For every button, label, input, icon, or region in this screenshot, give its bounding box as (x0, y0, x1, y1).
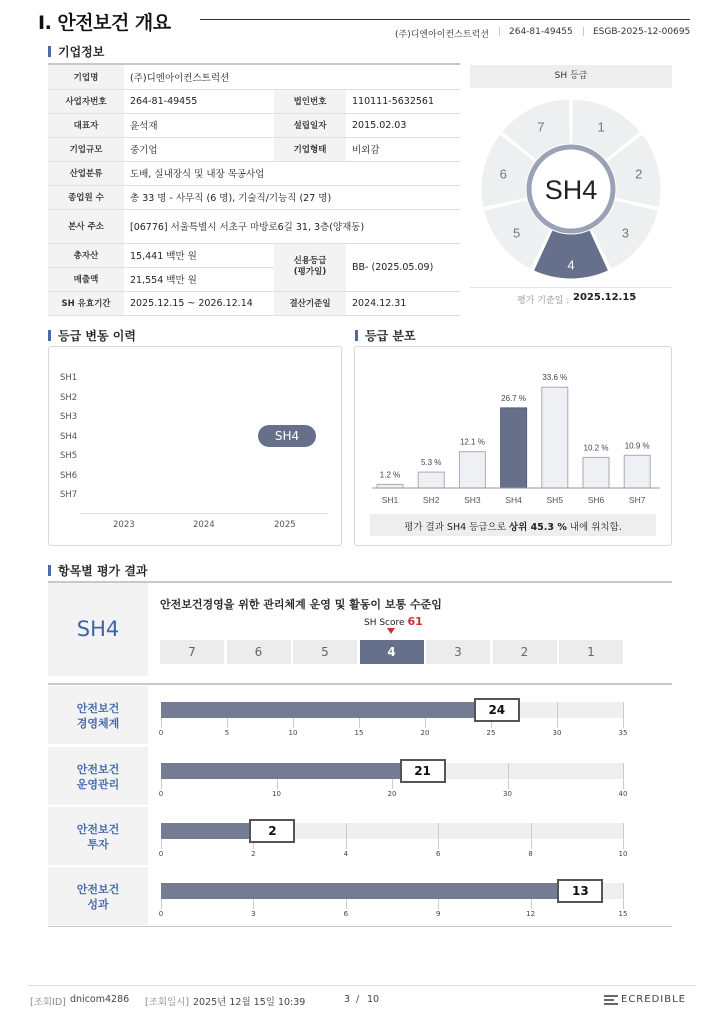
distribution-category: SH2 (422, 495, 440, 505)
donut-segment-label: 1 (597, 119, 605, 135)
label-validity: SH 유효기간 (48, 291, 124, 315)
item-tick-label: 10 (272, 790, 281, 798)
donut-segment-label: 7 (537, 119, 545, 135)
grade-scale-cell: 6 (227, 640, 291, 664)
distribution-bar (459, 452, 485, 488)
value-settlement: 2024.12.31 (346, 291, 460, 315)
distribution-bar-label: 12.1 % (459, 437, 485, 447)
distribution-bar-label: 26.7 % (501, 393, 527, 403)
distribution-note (370, 514, 656, 536)
value-corpno: 110111-5632561 (346, 89, 460, 113)
item-bar-fill (161, 702, 478, 718)
item-tick-label: 20 (420, 729, 430, 737)
label-corpno: 법인번호 (274, 89, 346, 113)
footer-date-label: [조회일시] (145, 997, 190, 1008)
donut-segment-label: 5 (513, 225, 521, 241)
footer-date: 2025년 12월 15일 10:39 (193, 997, 306, 1008)
value-sales: 21,554 백만 원 (124, 267, 274, 291)
grade-scale-cell: 5 (293, 640, 357, 664)
table-row (48, 65, 460, 89)
item-tick-label: 5 (224, 729, 230, 737)
ecredible-logo-icon (604, 995, 618, 1005)
history-x-label: 2025 (274, 520, 296, 530)
value-established: 2015.02.03 (346, 113, 460, 137)
item-gridline (508, 763, 509, 789)
item-value-box: 24 (474, 698, 520, 722)
table-row (48, 243, 460, 267)
item-tick-label: 3 (251, 910, 256, 918)
item-value-box: 21 (400, 759, 446, 783)
value-industry: 도배, 실내장식 및 내장 목공사업 (124, 161, 460, 185)
item-label-line: 성과 (87, 898, 109, 911)
score-marker-icon (387, 628, 395, 634)
grade-scale-cell: 2 (493, 640, 557, 664)
grade-scale-cell: 7 (160, 640, 224, 664)
label-settlement: 결산기준일 (274, 291, 346, 315)
item-tick-label: 2 (251, 850, 256, 858)
label-type: 기업형태 (274, 137, 346, 161)
table-row (48, 137, 460, 161)
item-tick-label: 40 (618, 790, 628, 798)
label-bizno: 사업자번호 (48, 89, 124, 113)
table-row (48, 185, 460, 209)
history-axis (80, 513, 328, 514)
title-rule (200, 19, 690, 20)
history-y-label: SH3 (60, 412, 78, 422)
value-employees: 총 33 명 - 사무직 (6 명), 기술직/기능직 (27 명) (124, 185, 460, 209)
item-value-box: 2 (249, 819, 295, 843)
eval-date: 2025.12.15 (573, 292, 637, 303)
company-info-table (48, 65, 460, 316)
history-y-label: SH5 (60, 451, 78, 461)
footer-brand: ECREDIBLE (621, 994, 686, 1005)
item-tick-label: 8 (528, 850, 533, 858)
distribution-bar-label: 10.9 % (624, 441, 650, 451)
sh-score-label: SH Score (364, 618, 405, 628)
section-title-company: 기업정보 (58, 45, 105, 59)
history-y-label: SH2 (60, 392, 78, 403)
item-tick-label: 12 (526, 910, 536, 918)
header-bizno: 264-81-49455 (509, 27, 573, 37)
value-validity: 2025.12.15 ~ 2026.12.14 (124, 291, 274, 315)
note-pre: 평가 결과 SH4 등급으로 (404, 522, 509, 533)
donut-segment-label: 4 (567, 257, 575, 273)
item-tick-label: 15 (354, 729, 364, 737)
item-tick-label: 6 (343, 910, 349, 918)
item-tick-label: 0 (158, 850, 164, 858)
item-label-line: 경영체계 (76, 717, 120, 730)
item-label (48, 882, 148, 912)
note-bold: 상위 45.3 % (508, 522, 567, 533)
label-ceo: 대표자 (48, 113, 124, 137)
history-x-label: 2024 (193, 520, 215, 530)
item-gridline (346, 823, 347, 849)
section-title-history: 등급 변동 이력 (58, 329, 136, 343)
item-tick-label: 6 (435, 850, 441, 858)
footer-id: dnicom4286 (70, 994, 130, 1005)
value-credit: BB- (2025.05.09) (346, 243, 460, 291)
history-y-label: SH4 (60, 431, 78, 442)
distribution-bar-label: 5.3 % (420, 458, 442, 468)
section-title-distribution: 등급 분포 (365, 329, 416, 343)
history-grade-badge: SH4 (258, 425, 316, 447)
sh-score-value: 61 (407, 615, 423, 628)
item-gridline (438, 823, 439, 849)
label-credit: 신용등급 (평가일) (274, 243, 346, 291)
item-tick-label: 10 (288, 729, 298, 737)
value-address: [06776] 서울특별시 서초구 마방로6길 31, 3층(양재동) (124, 209, 460, 243)
label-assets: 총자산 (48, 243, 124, 267)
footer-rule (28, 985, 696, 986)
grade-scale-cell: 1 (559, 640, 623, 664)
section-rule (48, 683, 672, 685)
item-gridline (623, 823, 624, 849)
table-row (48, 161, 460, 185)
history-y-label: SH1 (60, 373, 78, 383)
grade-scale-cell: 3 (426, 640, 490, 664)
value-type: 비외감 (346, 137, 460, 161)
footer-page: 3 (344, 994, 351, 1005)
value-company-name: (주)디엔아이컨스트럭션 (124, 65, 460, 89)
sh-score (364, 615, 423, 628)
header-docno: ESGB-2025-12-00695 (593, 27, 691, 37)
panel-divider (470, 287, 672, 288)
item-tick-label: 0 (158, 790, 164, 798)
value-ceo: 윤석재 (124, 113, 274, 137)
distribution-bar-label: 33.6 % (542, 373, 568, 383)
item-tick-label: 20 (387, 790, 397, 798)
distribution-bar (542, 387, 568, 488)
item-tick-label: 30 (503, 790, 512, 798)
table-row (48, 209, 460, 243)
donut-segment-label: 6 (499, 166, 507, 182)
item-bar-fill (161, 763, 404, 779)
item-gridline (531, 823, 532, 849)
sh-grade-donut (470, 92, 672, 288)
donut-segment-label: 3 (621, 225, 629, 241)
section-marker (48, 46, 51, 57)
item-tick-label: 25 (486, 729, 496, 737)
distribution-bar (583, 457, 609, 488)
note-post: 내에 위치함. (566, 522, 622, 533)
distribution-bar (624, 455, 650, 488)
item-label (48, 762, 148, 792)
table-row (48, 113, 460, 137)
donut-segment-label: 2 (635, 166, 643, 182)
history-y-label: SH7 (60, 490, 78, 500)
value-bizno: 264-81-49455 (124, 89, 274, 113)
item-label (48, 701, 148, 731)
footer-id-label: [조회ID] (30, 997, 66, 1008)
footer-page-sep: / (356, 994, 360, 1005)
section-marker (48, 565, 51, 576)
distribution-bar-label: 10.2 % (583, 443, 609, 453)
sh-grade-header: SH 등급 (470, 65, 672, 88)
distribution-category: SH6 (587, 495, 605, 505)
label-company-name: 기업명 (48, 65, 124, 89)
label-established: 설립일자 (274, 113, 346, 137)
item-label-line: 안전보건 (76, 763, 120, 776)
item-bar-fill (161, 883, 561, 899)
distribution-category: SH5 (546, 495, 564, 505)
item-label-line: 안전보건 (76, 823, 120, 836)
header-separator: | (582, 27, 586, 37)
distribution-bar (377, 484, 403, 488)
header-separator: | (498, 27, 502, 37)
item-gridline (557, 702, 558, 728)
footer-page-total: 10 (367, 994, 380, 1005)
section-title-items: 항목별 평가 결과 (58, 564, 148, 578)
distribution-category: SH7 (628, 495, 646, 505)
label-industry: 산업분류 (48, 161, 124, 185)
item-tick-label: 9 (435, 910, 441, 918)
overall-description: 안전보건경영을 위한 관리체계 운영 및 활동이 보통 수준임 (160, 598, 442, 611)
item-tick-label: 35 (618, 729, 628, 737)
history-x-label: 2023 (113, 520, 135, 530)
value-size: 중기업 (124, 137, 274, 161)
item-label-line: 안전보건 (76, 883, 120, 896)
table-row (48, 291, 460, 315)
item-label-line: 운영관리 (76, 778, 120, 791)
item-value-box: 13 (557, 879, 603, 903)
distribution-bar (418, 472, 444, 488)
item-label-line: 안전보건 (76, 702, 120, 715)
grade-scale-cell: 4 (360, 640, 424, 664)
distribution-category: SH4 (505, 495, 522, 505)
label-employees: 종업원 수 (48, 185, 124, 209)
section-marker (48, 330, 51, 341)
overall-grade: SH4 (48, 583, 148, 676)
table-row (48, 89, 460, 113)
distribution-bar (501, 408, 527, 488)
item-tick-label: 15 (618, 910, 628, 918)
items-bottom-rule (48, 926, 672, 927)
item-bar-fill (161, 823, 253, 839)
distribution-category: SH3 (464, 495, 481, 505)
item-tick-label: 0 (158, 910, 164, 918)
section-marker (355, 330, 358, 341)
eval-date-label: 평가 기준일 : (517, 296, 570, 306)
value-assets: 15,441 백만 원 (124, 243, 274, 267)
label-sales: 매출액 (48, 267, 124, 291)
item-label (48, 822, 148, 852)
item-tick-label: 10 (618, 850, 628, 858)
distribution-category: SH1 (381, 495, 399, 505)
item-tick-label: 0 (158, 729, 164, 737)
item-label-line: 투자 (87, 838, 109, 851)
item-gridline (623, 883, 624, 909)
history-y-label: SH6 (60, 470, 78, 481)
item-tick-label: 4 (343, 850, 349, 858)
distribution-bar-label: 1.2 % (379, 470, 401, 480)
item-gridline (623, 763, 624, 789)
label-address: 본사 주소 (48, 209, 124, 243)
item-tick-label: 30 (552, 729, 562, 737)
item-gridline (623, 702, 624, 728)
label-size: 기업규모 (48, 137, 124, 161)
header-company: (주)디엔아이컨스트럭션 (395, 30, 489, 40)
sh-grade-value: SH4 (544, 175, 598, 205)
page-title: Ⅰ. 안전보건 개요 (38, 12, 171, 34)
